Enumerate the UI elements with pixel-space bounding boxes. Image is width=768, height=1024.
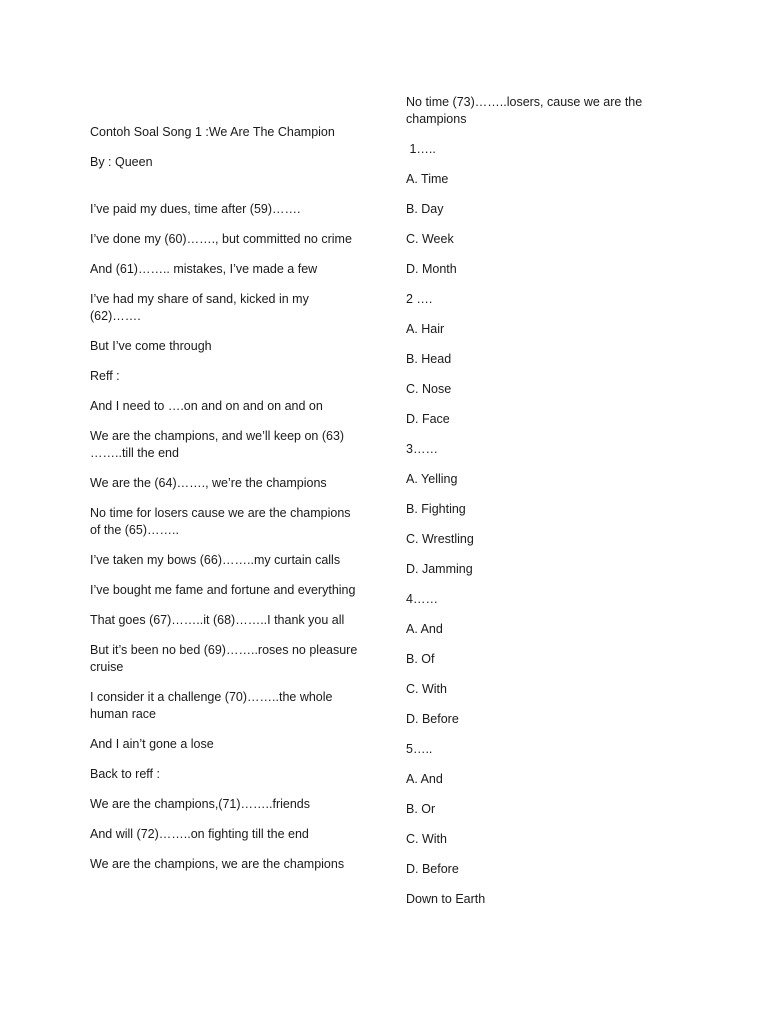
lyric-line: I consider it a challenge (70)……..the whole human race xyxy=(90,690,333,721)
lyric-line: And I need to ….on and on and on and on xyxy=(90,399,323,413)
answer-option: B. Fighting xyxy=(406,502,466,516)
answer-option: A. And xyxy=(406,622,443,636)
question-number: 4…… xyxy=(406,592,438,606)
right-column xyxy=(406,94,656,921)
left-column xyxy=(90,124,362,886)
lyric-line: I’ve bought me fame and fortune and everything xyxy=(90,583,356,597)
lyric-line: That goes (67)……..it (68)……..I thank you all xyxy=(90,613,345,627)
lyric-line: We are the champions, and we’ll keep on (63) ……..till the end xyxy=(90,429,345,460)
lyric-line: No time for losers cause we are the champions of the (65)…….. xyxy=(90,506,351,537)
answer-option: D. Jamming xyxy=(406,562,473,576)
answer-option: A. Time xyxy=(406,172,449,186)
lyric-line: No time (73)……..losers, cause we are the champions xyxy=(406,95,643,126)
question-number: 1….. xyxy=(406,142,436,156)
answer-option: B. Day xyxy=(406,202,444,216)
answer-option: D. Before xyxy=(406,862,459,876)
lyric-line: But I’ve come through xyxy=(90,339,212,353)
song-author: By : Queen xyxy=(90,155,153,169)
lyric-line: We are the (64)……., we’re the champions xyxy=(90,476,327,490)
lyric-line: And will (72)……..on fighting till the end xyxy=(90,827,309,841)
answer-option: A. And xyxy=(406,772,443,786)
lyric-line: I’ve done my (60)……., but committed no crime xyxy=(90,232,352,246)
answer-option: D. Face xyxy=(406,412,450,426)
back-to-reff-heading: Back to reff : xyxy=(90,767,160,781)
lyric-line: We are the champions, we are the champions xyxy=(90,857,345,871)
answer-option: D. Before xyxy=(406,712,459,726)
lyric-line: I’ve had my share of sand, kicked in my (62)……. xyxy=(90,292,309,323)
answer-option: C. Wrestling xyxy=(406,532,474,546)
answer-option: A. Yelling xyxy=(406,472,458,486)
lyric-line: I’ve paid my dues, time after (59)……. xyxy=(90,202,301,216)
next-song-title: Down to Earth xyxy=(406,892,486,906)
answer-option: C. Week xyxy=(406,232,454,246)
lyric-line: And (61)…….. mistakes, I’ve made a few xyxy=(90,262,318,276)
question-number: 2 …. xyxy=(406,292,433,306)
answer-option: C. Nose xyxy=(406,382,452,396)
answer-option: A. Hair xyxy=(406,322,445,336)
lyric-line: I’ve taken my bows (66)……..my curtain calls xyxy=(90,553,341,567)
reff-heading: Reff : xyxy=(90,369,120,383)
question-number: 5….. xyxy=(406,742,433,756)
blank-line xyxy=(90,184,362,201)
answer-option: C. With xyxy=(406,832,447,846)
song-title: Contoh Soal Song 1 :We Are The Champion xyxy=(90,125,335,139)
answer-option: B. Head xyxy=(406,352,452,366)
lyric-line: We are the champions,(71)……..friends xyxy=(90,797,311,811)
answer-option: D. Month xyxy=(406,262,457,276)
answer-option: C. With xyxy=(406,682,447,696)
lyric-line: But it’s been no bed (69)……..roses no pleasure cruise xyxy=(90,643,358,674)
question-number: 3…… xyxy=(406,442,438,456)
answer-option: B. Or xyxy=(406,802,436,816)
lyric-line: And I ain’t gone a lose xyxy=(90,737,214,751)
answer-option: B. Of xyxy=(406,652,435,666)
